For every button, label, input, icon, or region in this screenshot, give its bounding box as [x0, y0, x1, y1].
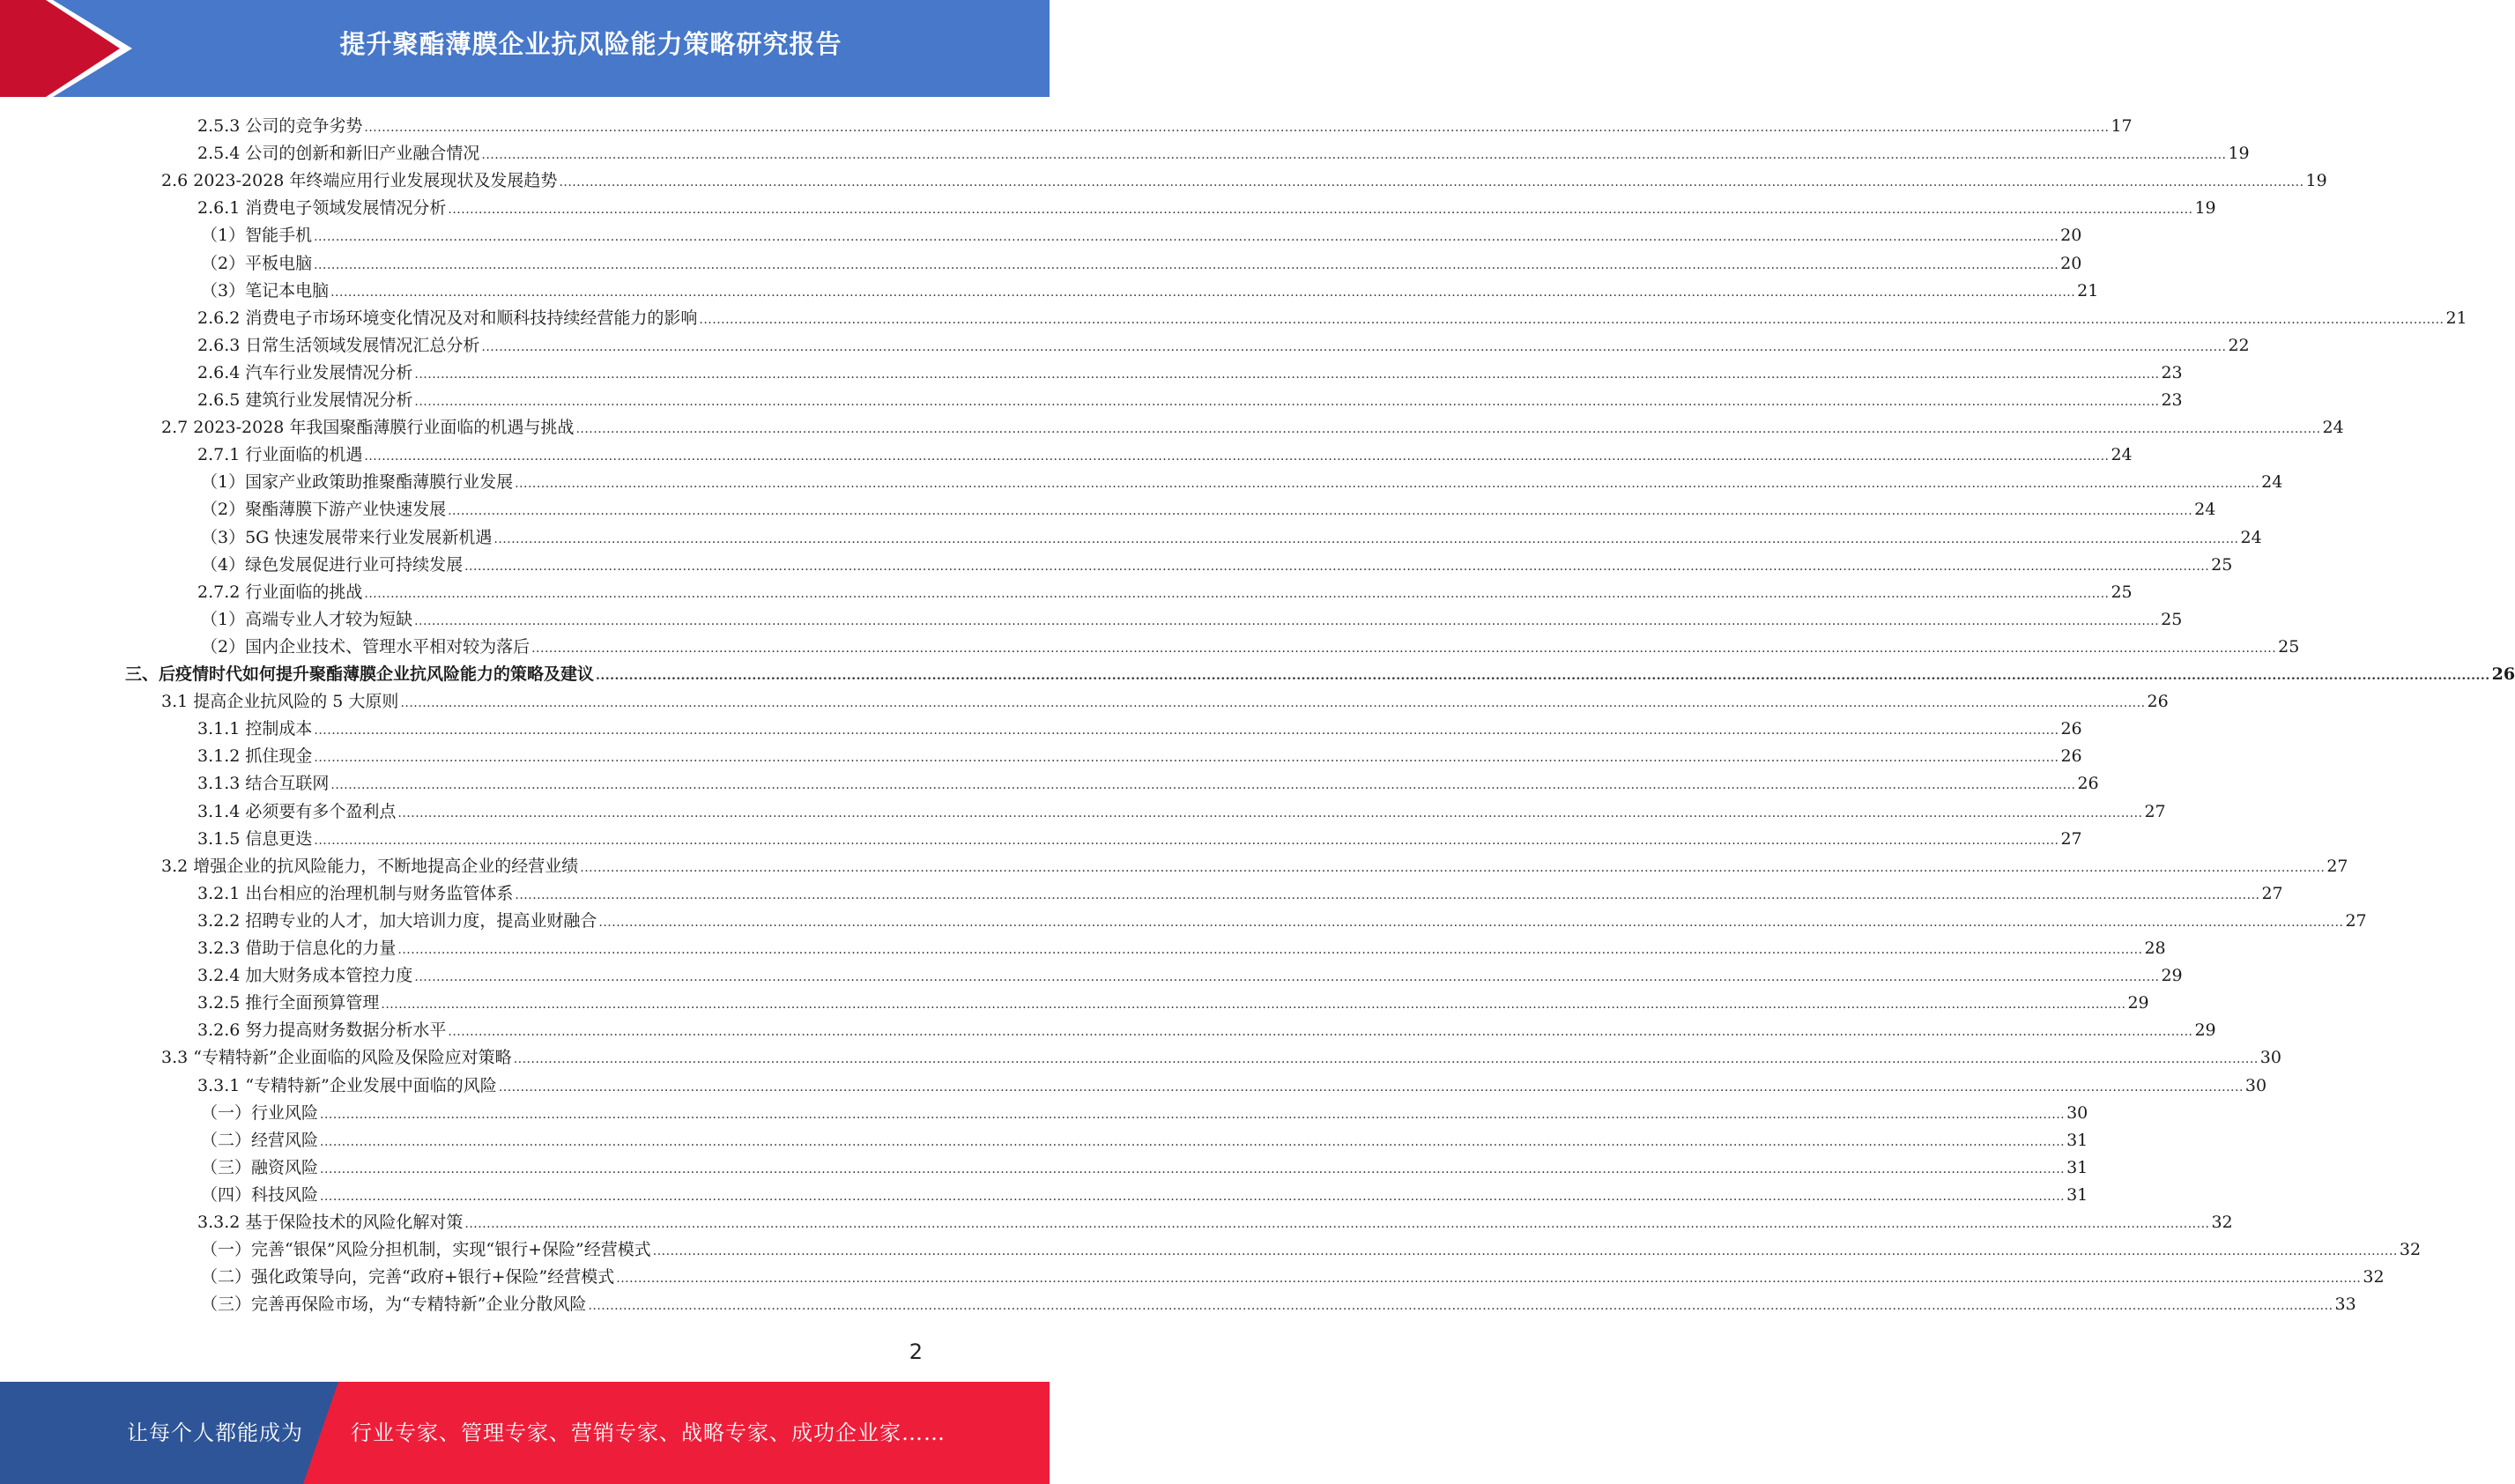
toc-entry[interactable] — [201, 222, 2082, 249]
toc-entry-label: 3.2 增强企业的抗风险能力，不断地提高企业的经营业绩 — [161, 856, 579, 876]
toc-entry[interactable] — [197, 140, 2250, 167]
toc-dot-leader: ................................................................................................................................................................................................................................................................................................................................................................................................................ — [531, 641, 2277, 656]
toc-entry-page: 24 — [2240, 527, 2262, 547]
toc-dot-leader: ................................................................................................................................................................................................................................................................................................................................................................................................................ — [448, 203, 2193, 218]
toc-entry-label: 2.6.4 汽车行业发展情况分析 — [197, 362, 413, 382]
toc-dot-leader: ................................................................................................................................................................................................................................................................................................................................................................................................................ — [448, 1025, 2193, 1040]
footer-slogan-right: 行业专家、管理专家、营销专家、战略专家、成功企业家…… — [351, 1421, 946, 1445]
toc-entry-label: 2.5.4 公司的创新和新旧产业融合情况 — [197, 144, 480, 164]
toc-entry-page: 19 — [2194, 198, 2216, 219]
toc-entry[interactable] — [197, 716, 2082, 743]
toc-dot-leader: ................................................................................................................................................................................................................................................................................................................................................................................................................ — [699, 312, 2445, 327]
toc-entry[interactable] — [161, 414, 2344, 441]
toc-entry[interactable] — [197, 826, 2082, 853]
toc-dot-leader: ................................................................................................................................................................................................................................................................................................................................................................................................................ — [330, 285, 2076, 300]
toc-entry-label: （1）国家产业政策助推聚酯薄膜行业发展 — [201, 472, 514, 493]
toc-entry-page: 32 — [2211, 1213, 2233, 1232]
toc-entry-label: 2.7.1 行业面临的机遇 — [197, 445, 363, 465]
toc-entry-page: 21 — [2077, 280, 2099, 301]
toc-entry-page: 30 — [2259, 1048, 2281, 1068]
toc-entry[interactable] — [201, 1291, 2356, 1318]
toc-entry-label: 2.7.2 行业面临的挑战 — [197, 582, 363, 602]
toc-entry-label: （2）平板电脑 — [201, 253, 313, 273]
toc-entry[interactable] — [161, 688, 2169, 716]
toc-entry-page: 28 — [2144, 939, 2166, 958]
toc-entry[interactable] — [197, 195, 2216, 222]
toc-entry-page: 29 — [2127, 993, 2149, 1013]
toc-dot-leader: ................................................................................................................................................................................................................................................................................................................................................................................................................ — [464, 1217, 2210, 1231]
toc-entry-page: 19 — [2305, 171, 2327, 191]
toc-entry-page: 31 — [2066, 1184, 2088, 1205]
toc-entry[interactable] — [197, 305, 2467, 332]
toc-entry-label: 3.1.2 抓住现金 — [197, 746, 313, 767]
toc-dot-leader: ................................................................................................................................................................................................................................................................................................................................................................................................................ — [481, 148, 2227, 163]
toc-entry[interactable] — [161, 167, 2327, 195]
toc-entry-label: 2.6 2023-2028 年终端应用行业发展现状及发展趋势 — [161, 171, 558, 191]
toc-dot-leader: ................................................................................................................................................................................................................................................................................................................................................................................................................ — [397, 805, 2143, 820]
toc-dot-leader: ................................................................................................................................................................................................................................................................................................................................................................................................................ — [652, 1244, 2398, 1259]
toc-entry-page: 25 — [2211, 554, 2233, 575]
toc-dot-leader: ................................................................................................................................................................................................................................................................................................................................................................................................................ — [414, 395, 2160, 409]
toc-entry-page: 30 — [2244, 1075, 2267, 1095]
toc-entry[interactable] — [201, 606, 2183, 634]
toc-dot-leader: ................................................................................................................................................................................................................................................................................................................................................................................................................ — [364, 586, 2110, 601]
toc-entry[interactable] — [197, 962, 2183, 990]
toc-entry-label: 3.2.5 推行全面预算管理 — [197, 993, 380, 1013]
toc-entry-label: （3）笔记本电脑 — [201, 280, 330, 301]
toc-entry[interactable] — [197, 387, 2183, 414]
toc-dot-leader: ................................................................................................................................................................................................................................................................................................................................................................................................................ — [448, 504, 2193, 519]
toc-entry[interactable] — [197, 743, 2082, 770]
toc-entry-label: 3.2.4 加大财务成本管控力度 — [197, 966, 413, 986]
toc-entry-label: （1）高端专业人才较为短缺 — [201, 609, 413, 629]
toc-entry-page: 24 — [2322, 418, 2344, 438]
toc-entry-label: 3.2.2 招聘专业的人才，加大培训力度，提高业财融合 — [197, 910, 597, 931]
toc-entry-page: 22 — [2228, 335, 2250, 355]
toc-entry[interactable] — [201, 1154, 2088, 1182]
toc-entry[interactable] — [197, 579, 2133, 606]
toc-entry[interactable] — [197, 1209, 2233, 1236]
toc-entry[interactable] — [197, 880, 2283, 908]
toc-entry-label: （3）5G 快速发展带来行业发展新机遇 — [201, 527, 493, 547]
toc-entry-page: 26 — [2060, 746, 2082, 767]
toc-dot-leader: ................................................................................................................................................................................................................................................................................................................................................................................................................ — [320, 1161, 2066, 1176]
toc-dot-leader: ................................................................................................................................................................................................................................................................................................................................................................................................................ — [400, 696, 2146, 711]
toc-entry[interactable] — [201, 1127, 2088, 1154]
toc-dot-leader: ................................................................................................................................................................................................................................................................................................................................................................................................................ — [314, 230, 2059, 245]
toc-entry-label: 3.3 “专精特新”企业面临的风险及保险应对策略 — [161, 1048, 512, 1068]
toc-entry[interactable] — [197, 113, 2133, 140]
toc-dot-leader: ................................................................................................................................................................................................................................................................................................................................................................................................................ — [414, 367, 2160, 382]
toc-entry-page: 24 — [2111, 445, 2133, 465]
toc-dot-leader: ................................................................................................................................................................................................................................................................................................................................................................................................................ — [515, 887, 2260, 902]
page-number: 2 — [909, 1339, 923, 1364]
toc-entry[interactable] — [197, 1017, 2216, 1044]
toc-entry-label: 3.1.3 结合互联网 — [197, 774, 330, 794]
toc-entry[interactable] — [201, 1236, 2422, 1264]
toc-entry-page: 30 — [2066, 1102, 2088, 1123]
toc-entry-page: 32 — [2399, 1240, 2422, 1260]
toc-dot-leader: ................................................................................................................................................................................................................................................................................................................................................................................................................ — [575, 422, 2321, 437]
toc-entry-label: 3.3.1 “专精特新”企业发展中面临的风险 — [197, 1075, 497, 1095]
toc-entry[interactable] — [201, 496, 2216, 523]
toc-entry-page: 31 — [2066, 1130, 2088, 1150]
toc-entry[interactable] — [201, 1100, 2088, 1127]
toc-dot-leader: ................................................................................................................................................................................................................................................................................................................................................................................................................ — [314, 833, 2059, 848]
toc-entry[interactable] — [201, 250, 2082, 278]
toc-dot-leader: ................................................................................................................................................................................................................................................................................................................................................................................................................ — [381, 998, 2126, 1013]
toc-dot-leader: ................................................................................................................................................................................................................................................................................................................................................................................................................ — [330, 778, 2076, 793]
toc-entry[interactable] — [197, 441, 2133, 469]
toc-entry-page: 19 — [2228, 144, 2250, 164]
toc-entry-page: 27 — [2060, 828, 2082, 849]
toc-entry-page: 27 — [2144, 801, 2166, 821]
toc-entry[interactable] — [197, 798, 2166, 826]
toc-entry[interactable] — [197, 770, 2099, 798]
toc-entry-label: 三、后疫情时代如何提升聚酯薄膜企业抗风险能力的策略及建议 — [125, 664, 595, 684]
toc-entry-label: （1）智能手机 — [201, 226, 313, 246]
toc-entry[interactable] — [197, 1072, 2267, 1100]
toc-entry-label: （二）经营风险 — [201, 1130, 319, 1150]
toc-entry-label: 3.1.1 控制成本 — [197, 719, 313, 739]
toc-entry[interactable] — [201, 278, 2099, 305]
toc-dot-leader: ................................................................................................................................................................................................................................................................................................................................................................................................................ — [498, 1080, 2244, 1094]
toc-dot-leader: ................................................................................................................................................................................................................................................................................................................................................................................................................ — [364, 449, 2110, 464]
toc-entry-label: 3.1.5 信息更迭 — [197, 828, 313, 849]
toc-entry[interactable] — [197, 360, 2183, 387]
toc-entry-label: （二）强化政策导向，完善“政府+银行+保险”经营模式 — [201, 1267, 615, 1287]
toc-entry[interactable] — [197, 332, 2250, 360]
toc-dot-leader: ................................................................................................................................................................................................................................................................................................................................................................................................................ — [364, 121, 2110, 135]
toc-entry-page: 29 — [2194, 1020, 2216, 1041]
toc-entry-page: 27 — [2326, 856, 2348, 876]
toc-dot-leader: ................................................................................................................................................................................................................................................................................................................................................................................................................ — [616, 1272, 2362, 1287]
toc-entry-page: 26 — [2060, 719, 2082, 739]
toc-entry-label: 2.6.3 日常生活领域发展情况汇总分析 — [197, 335, 480, 355]
toc-entry-page: 23 — [2161, 362, 2183, 382]
toc-entry-page: 21 — [2445, 308, 2467, 328]
toc-entry-page: 25 — [2161, 609, 2183, 629]
toc-dot-leader: ................................................................................................................................................................................................................................................................................................................................................................................................................ — [559, 175, 2304, 190]
toc-entry-page: 26 — [2491, 664, 2515, 684]
toc-entry[interactable] — [161, 1044, 2281, 1072]
toc-entry-page: 20 — [2060, 226, 2082, 246]
toc-dot-leader: ................................................................................................................................................................................................................................................................................................................................................................................................................ — [493, 531, 2239, 546]
toc-entry[interactable] — [197, 908, 2367, 935]
toc-entry-page: 27 — [2345, 910, 2367, 931]
toc-dot-leader: ................................................................................................................................................................................................................................................................................................................................................................................................................ — [320, 1134, 2066, 1149]
toc-entry-page: 17 — [2111, 116, 2133, 136]
toc-dot-leader: ................................................................................................................................................................................................................................................................................................................................................................................................................ — [513, 1052, 2259, 1067]
toc-entry-page: 33 — [2334, 1295, 2356, 1315]
toc-entry-label: （四）科技风险 — [201, 1184, 319, 1205]
toc-entry-label: 2.5.3 公司的竞争劣势 — [197, 116, 363, 136]
toc-dot-leader: ................................................................................................................................................................................................................................................................................................................................................................................................................ — [314, 751, 2059, 766]
toc-entry-page: 23 — [2161, 390, 2183, 410]
toc-entry-label: 2.6.5 建筑行业发展情况分析 — [197, 390, 413, 410]
toc-entry-label: 3.3.2 基于保险技术的风险化解对策 — [197, 1213, 464, 1232]
toc-entry-page: 25 — [2111, 582, 2133, 602]
toc-dot-leader: ................................................................................................................................................................................................................................................................................................................................................................................................................ — [464, 559, 2210, 574]
toc-entry-page: 25 — [2278, 636, 2300, 657]
toc-entry[interactable] — [201, 552, 2233, 579]
toc-entry[interactable] — [161, 853, 2348, 880]
toc-dot-leader: ................................................................................................................................................................................................................................................................................................................................................................................................................ — [580, 860, 2326, 875]
toc-dot-leader: ................................................................................................................................................................................................................................................................................................................................................................................................................ — [588, 1299, 2333, 1314]
toc-entry-label: （三）完善再保险市场，为“专精特新”企业分散风险 — [201, 1295, 587, 1315]
toc-entry-label: 2.7 2023-2028 年我国聚酯薄膜行业面临的机遇与挑战 — [161, 418, 575, 438]
report-title: 提升聚酯薄膜企业抗风险能力策略研究报告 — [339, 29, 842, 59]
toc-entry-label: 3.1.4 必须要有多个盈利点 — [197, 801, 397, 821]
toc-entry-label: （三）融资风险 — [201, 1157, 319, 1177]
toc-entry-label: （4）绿色发展促进行业可持续发展 — [201, 554, 464, 575]
toc-dot-leader: ................................................................................................................................................................................................................................................................................................................................................................................................................ — [515, 477, 2260, 492]
toc-entry-label: 3.1 提高企业抗风险的 5 大原则 — [161, 692, 399, 712]
toc-entry-page: 24 — [2261, 472, 2283, 493]
toc-entry-label: 3.2.3 借助于信息化的力量 — [197, 939, 397, 958]
page-header — [0, 0, 1050, 97]
toc-entry-page: 27 — [2261, 883, 2283, 903]
toc-dot-leader: ................................................................................................................................................................................................................................................................................................................................................................................................................ — [320, 1189, 2066, 1204]
toc-entry-label: 3.2.6 努力提高财务数据分析水平 — [197, 1020, 447, 1041]
toc-entry[interactable] — [201, 634, 2300, 661]
toc-dot-leader: ................................................................................................................................................................................................................................................................................................................................................................................................................ — [397, 943, 2143, 957]
toc-entry-page: 26 — [2147, 692, 2169, 712]
toc-entry-label: （一）完善“银保”风险分担机制，实现“银行+保险”经营模式 — [201, 1240, 651, 1260]
footer-slogan-left: 让每个人都能成为 — [127, 1421, 303, 1445]
toc-entry[interactable] — [197, 935, 2166, 962]
page-footer — [0, 1382, 1050, 1484]
toc-entry-label: （2）国内企业技术、管理水平相对较为落后 — [201, 636, 530, 657]
toc-dot-leader: ................................................................................................................................................................................................................................................................................................................................................................................................................ — [481, 339, 2227, 354]
toc-entry-page: 24 — [2194, 500, 2216, 520]
toc-entry-page: 26 — [2077, 774, 2099, 794]
toc-dot-leader: ................................................................................................................................................................................................................................................................................................................................................................................................................ — [598, 915, 2344, 930]
toc-dot-leader: ................................................................................................................................................................................................................................................................................................................................................................................................................ — [596, 669, 2490, 683]
toc-entry[interactable] — [125, 661, 2515, 688]
toc-entry-page: 32 — [2363, 1267, 2385, 1287]
toc-entry-label: 2.6.2 消费电子市场环境变化情况及对和顺科技持续经营能力的影响 — [197, 308, 698, 328]
toc-entry[interactable] — [201, 524, 2262, 552]
toc-entry-label: 3.2.1 出台相应的治理机制与财务监管体系 — [197, 883, 514, 903]
toc-dot-leader: ................................................................................................................................................................................................................................................................................................................................................................................................................ — [414, 613, 2160, 628]
toc-entry-page: 20 — [2060, 253, 2082, 273]
toc-entry[interactable] — [201, 1264, 2385, 1291]
toc-entry-page: 31 — [2066, 1157, 2088, 1177]
toc-entry[interactable] — [197, 990, 2149, 1017]
toc-dot-leader: ................................................................................................................................................................................................................................................................................................................................................................................................................ — [314, 723, 2059, 738]
toc-entry[interactable] — [201, 1182, 2088, 1209]
toc-entry-page: 29 — [2161, 966, 2183, 986]
header-arrow-icon — [0, 0, 150, 97]
toc-entry-label: （2）聚酯薄膜下游产业快速发展 — [201, 500, 447, 520]
toc-dot-leader: ................................................................................................................................................................................................................................................................................................................................................................................................................ — [314, 257, 2059, 272]
toc-entry[interactable] — [201, 469, 2283, 496]
toc-dot-leader: ................................................................................................................................................................................................................................................................................................................................................................................................................ — [414, 970, 2160, 985]
toc-entry-label: 2.6.1 消费电子领域发展情况分析 — [197, 198, 447, 219]
toc-entry-label: （一）行业风险 — [201, 1102, 319, 1123]
toc-dot-leader: ................................................................................................................................................................................................................................................................................................................................................................................................................ — [320, 1107, 2066, 1122]
